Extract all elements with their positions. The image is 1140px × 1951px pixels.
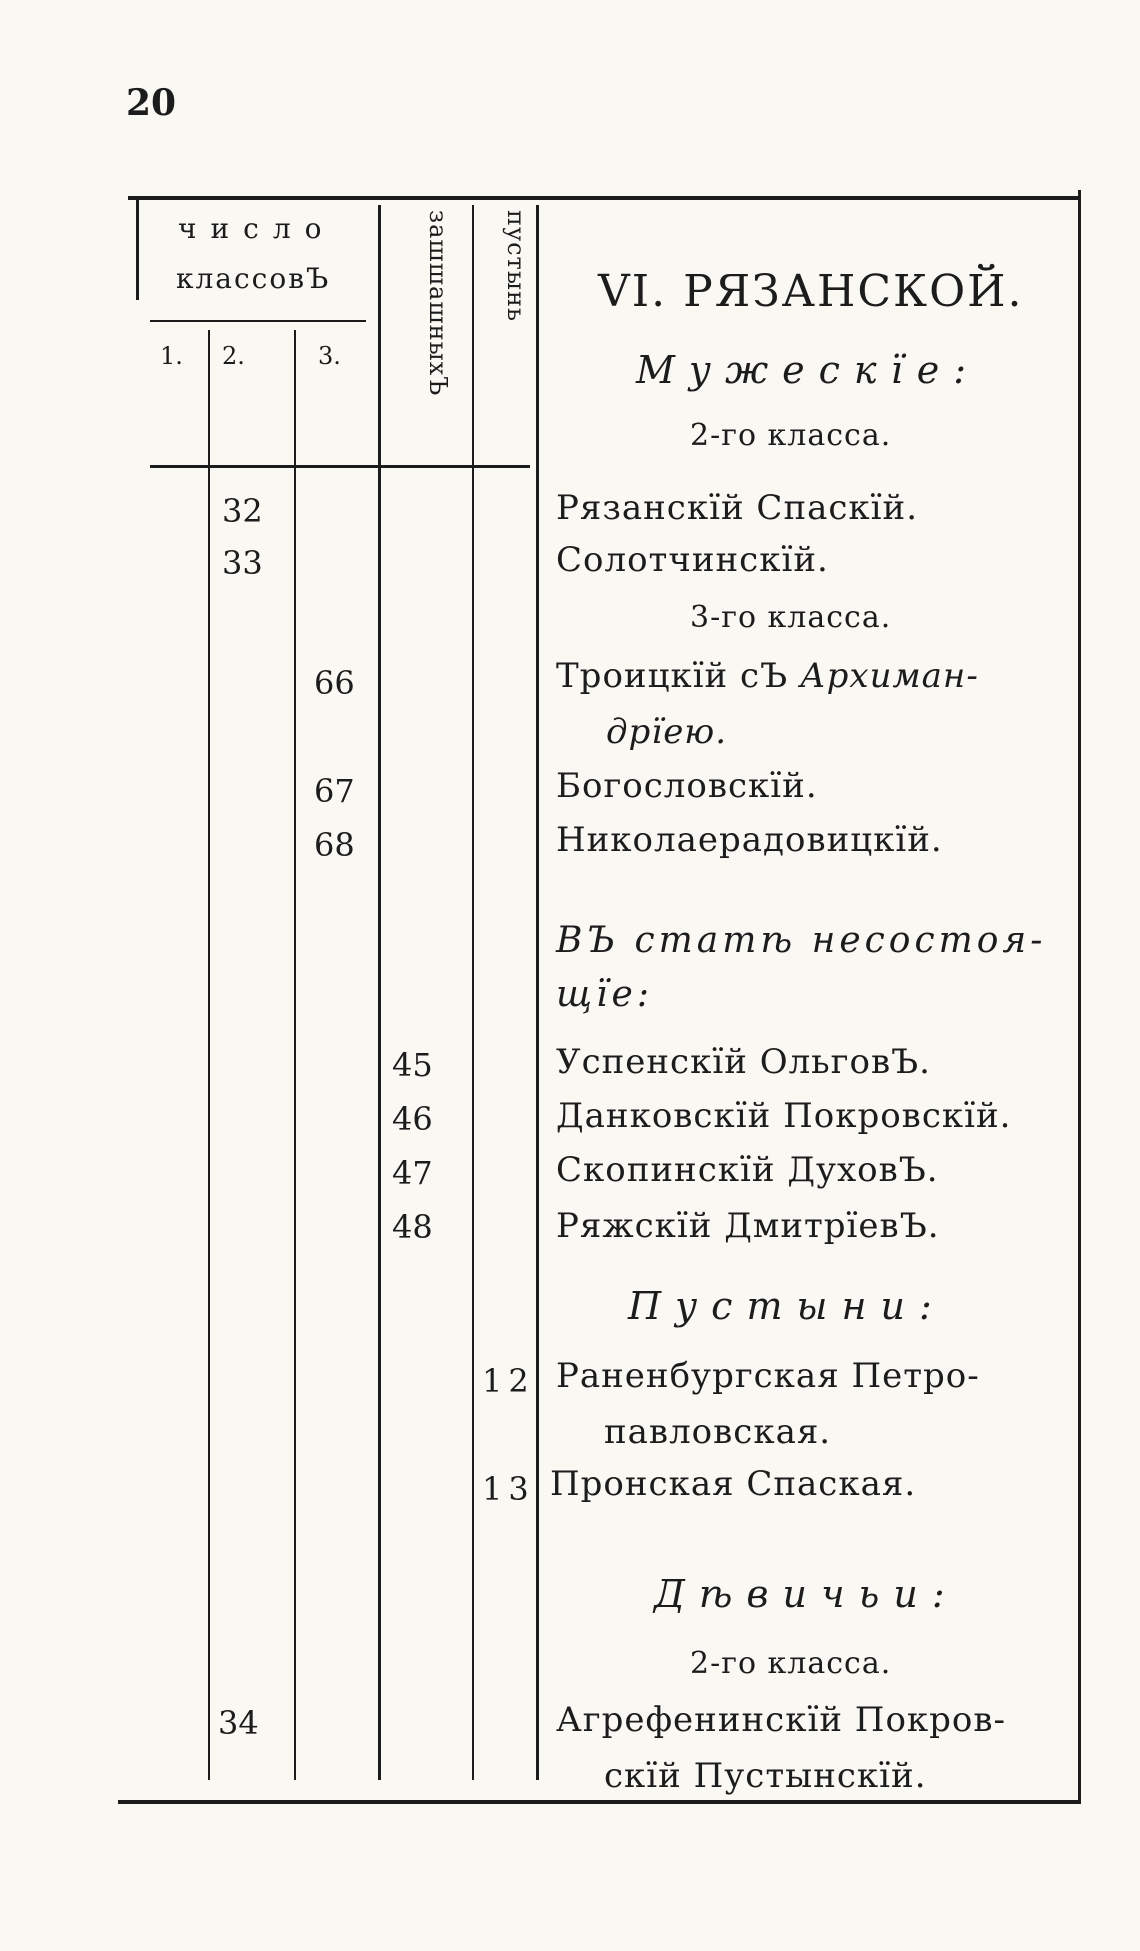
- table-top-rule: [128, 196, 1080, 200]
- header-count-line1: число: [178, 212, 336, 245]
- list-item-regular: Троицкїй сЪ: [556, 656, 800, 696]
- table-bottom-rule: [118, 1800, 1080, 1804]
- header-hermitages: пустынь: [502, 210, 530, 322]
- list-item-number: 46: [392, 1100, 433, 1138]
- list-item: Николаерадовицкїй.: [556, 820, 943, 860]
- list-item: Рязанскїй Спаскїй.: [556, 488, 919, 528]
- list-item-number: 68: [314, 826, 355, 864]
- list-item-number: 34: [218, 1704, 259, 1742]
- section-title: VI. РЯЗАНСКОЙ.: [598, 266, 1024, 317]
- divider-colS-colP: [472, 205, 474, 1780]
- list-item-number: 47: [392, 1154, 433, 1192]
- header-col3: 3.: [318, 342, 341, 370]
- divider-col1-col2: [208, 330, 210, 1780]
- list-item-number: 67: [314, 772, 355, 810]
- list-item-continuation: павловская.: [604, 1412, 832, 1452]
- list-item: Агрефенинскїй Покров-: [556, 1700, 1007, 1740]
- list-item-continuation: дрїею.: [606, 712, 728, 752]
- header-supernumerary: зашшашныхЪ: [424, 210, 452, 397]
- list-item: Солотчинскїй.: [556, 540, 829, 580]
- list-item-number: 32: [222, 492, 263, 530]
- womens-heading: Дѣвичьи:: [654, 1572, 959, 1616]
- mens-heading: Мужескїе:: [636, 348, 981, 392]
- header-col1: 1.: [160, 342, 183, 370]
- divider-col2-col3: [294, 330, 296, 1780]
- page-number: 20: [126, 82, 177, 124]
- list-item: Ряжскїй ДмитрїевЪ.: [556, 1206, 940, 1246]
- list-item-number: 45: [392, 1046, 433, 1084]
- list-item-number: 48: [392, 1208, 433, 1246]
- nonstaff-heading-line2: щїе:: [556, 974, 653, 1015]
- nonstaff-heading-line1: ВЪ статѣ несостоя-: [556, 920, 1047, 961]
- divider-colP-names: [536, 205, 539, 1780]
- list-item: Успенскїй ОльговЪ.: [556, 1042, 931, 1082]
- hermitages-heading: Пустыни:: [628, 1284, 946, 1328]
- list-item-number: 33: [222, 544, 263, 582]
- list-item: Пронская Спаская.: [550, 1464, 917, 1504]
- list-item-number: 12: [482, 1362, 535, 1400]
- list-item-number: 66: [314, 664, 355, 702]
- list-item: Раненбургская Петро-: [556, 1356, 980, 1396]
- list-item: [556, 656, 979, 696]
- header-under-count-rule: [150, 320, 366, 322]
- table-right-border: [1078, 190, 1081, 1804]
- mens-class2-heading: 2-го класса.: [690, 418, 892, 453]
- divider-col3-colS: [378, 205, 381, 1780]
- list-item: Данковскїй Покровскїй.: [556, 1096, 1012, 1136]
- womens-class2-heading: 2-го класса.: [690, 1646, 892, 1681]
- list-item: Скопинскїй ДуховЪ.: [556, 1150, 939, 1190]
- list-item: Богословскїй.: [556, 766, 818, 806]
- table-left-border: [136, 200, 139, 300]
- list-item-italic: Архиман-: [799, 656, 979, 696]
- list-item-number: 13: [482, 1470, 535, 1508]
- header-count-line2: классовЪ: [176, 262, 331, 295]
- mens-class3-heading: 3-го класса.: [690, 600, 892, 635]
- list-item-continuation: скїй Пустынскїй.: [604, 1756, 927, 1796]
- header-col2: 2.: [222, 342, 245, 370]
